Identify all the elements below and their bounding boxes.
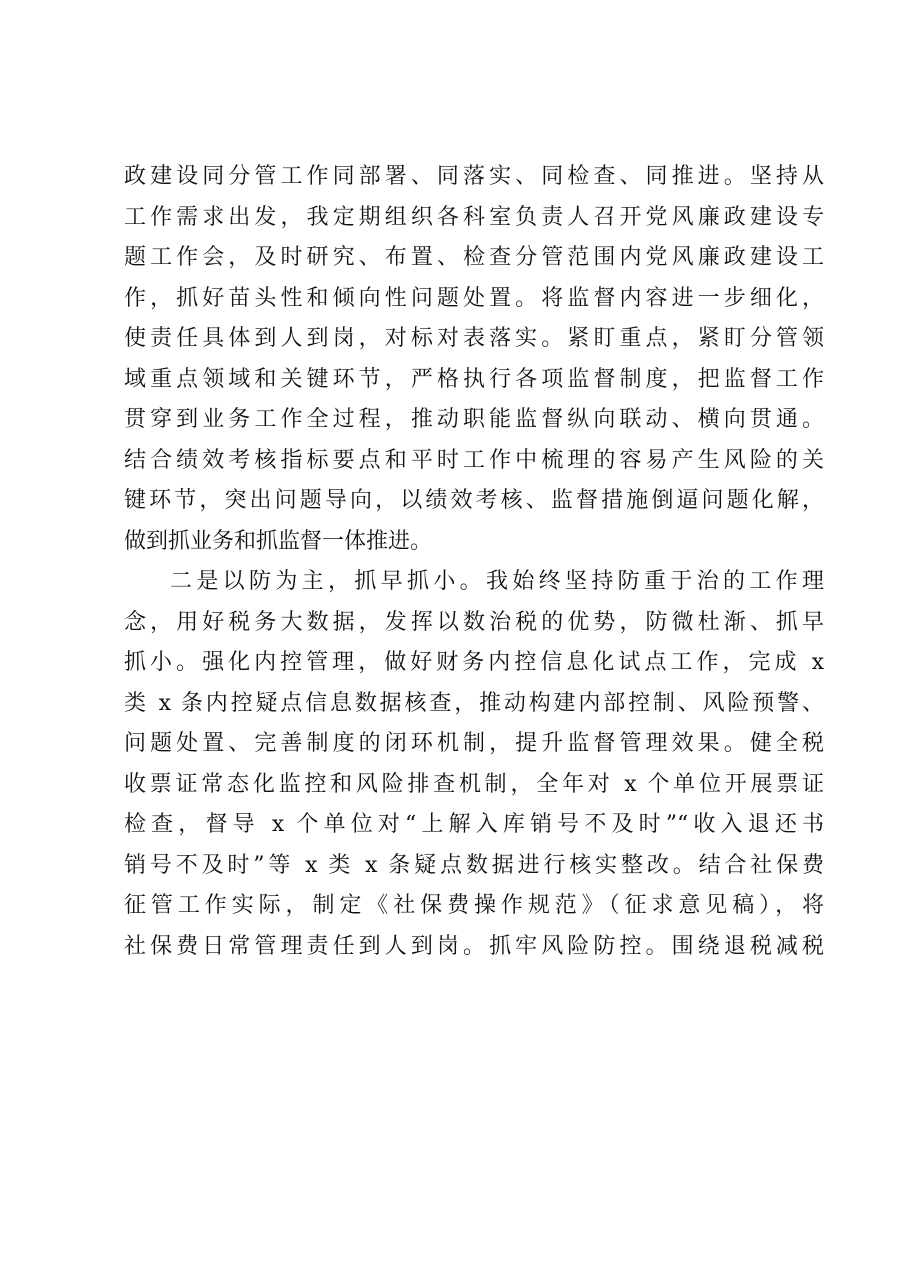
text-line: 检查，督导 x 个单位对“上解入库销号不及时”“收入退还书 <box>124 812 824 837</box>
text-line: 结合绩效考核指标要点和平时工作中梳理的容易产生风险的关 <box>124 447 824 473</box>
text-line: 题工作会，及时研究、布置、检查分管范围内党风廉政建设工 <box>124 245 824 270</box>
text-line: 贯穿到业务工作全过程，推动职能监督纵向联动、横向贯通。 <box>124 407 824 432</box>
text-line: 域重点领域和关键环节，严格执行各项监督制度，把监督工作 <box>124 366 824 392</box>
text-line: 抓小。强化内控管理，做好财务内控信息化试点工作，完成 x <box>124 650 824 675</box>
text-line: 政建设同分管工作同部署、同落实、同检查、同推进。坚持从 <box>124 164 824 189</box>
text-line: 问题处置、完善制度的闭环机制，提升监督管理效果。健全税 <box>124 731 824 756</box>
text-line: 使责任具体到人到岗，对标对表落实。紧盯重点，紧盯分管领 <box>124 326 824 351</box>
text-line: 作，抓好苗头性和倾向性问题处置。将监督内容进一步细化， <box>124 285 824 311</box>
paragraph-start-line: 二是以防为主，抓早抓小。我始终坚持防重于治的工作理 <box>170 569 824 594</box>
text-line: 收票证常态化监控和风险排查机制，全年对 x 个单位开展票证 <box>124 771 824 797</box>
body-text <box>124 157 824 967</box>
paragraph-end-line: 做到抓业务和抓监督一体推进。 <box>124 528 433 554</box>
text-line: 销号不及时”等 x 类 x 条疑点数据进行核实整改。结合社保费 <box>124 852 824 878</box>
text-line: 工作需求出发，我定期组织各科室负责人召开党风廉政建设专 <box>124 204 824 230</box>
text-line: 类 x 条内控疑点信息数据核查，推动构建内部控制、风险预警、 <box>124 690 824 716</box>
text-line: 社保费日常管理责任到人到岗。抓牢风险防控。围绕退税减税 <box>124 933 824 959</box>
text-line: 征管工作实际，制定《社保费操作规范》（征求意见稿），将 <box>124 893 824 918</box>
text-line: 念，用好税务大数据，发挥以数治税的优势，防微杜渐、抓早 <box>124 609 824 635</box>
text-line: 键环节，突出问题导向，以绩效考核、监督措施倒逼问题化解， <box>124 488 824 513</box>
